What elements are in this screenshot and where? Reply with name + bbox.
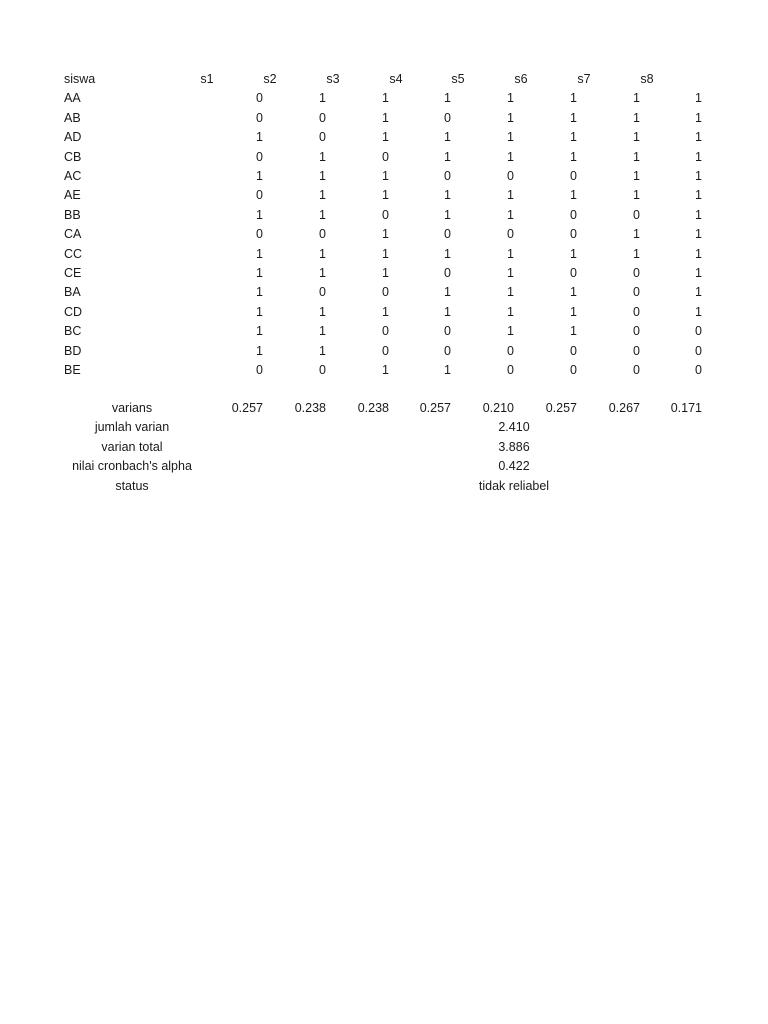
varians-cell[interactable]: 0.238: [294, 401, 326, 415]
score-cell[interactable]: 1: [570, 130, 577, 145]
score-cell[interactable]: 0: [319, 130, 326, 145]
student-name[interactable]: AB: [64, 110, 81, 125]
table-row: [0, 303, 768, 322]
score-cell[interactable]: 1: [444, 207, 451, 222]
summary-row-status: [0, 477, 768, 496]
score-cell[interactable]: 0: [633, 324, 640, 339]
score-cell[interactable]: 0: [570, 266, 577, 280]
header-s6[interactable]: s6: [514, 72, 528, 86]
student-name[interactable]: BB: [64, 207, 81, 222]
score-cell[interactable]: 0: [570, 363, 577, 377]
varians-row: [0, 399, 768, 418]
summary-row-jumlah-varian: [0, 418, 768, 437]
score-cell[interactable]: 0: [319, 363, 326, 377]
score-cell[interactable]: 0: [256, 188, 263, 203]
score-cell[interactable]: 0: [507, 363, 514, 377]
score-cell[interactable]: 0: [319, 110, 326, 125]
score-cell[interactable]: 1: [570, 91, 577, 106]
student-name[interactable]: BD: [64, 343, 82, 358]
score-cell[interactable]: 1: [695, 285, 702, 300]
score-cell[interactable]: 0: [444, 266, 451, 280]
score-cell[interactable]: 1: [382, 169, 389, 183]
score-cell[interactable]: 1: [507, 110, 514, 125]
score-cell[interactable]: 0: [633, 363, 640, 377]
score-cell[interactable]: 1: [319, 324, 326, 339]
summary-value[interactable]: 2.410: [498, 420, 530, 435]
score-cell[interactable]: 1: [319, 246, 326, 261]
table-row: [0, 167, 768, 186]
score-cell[interactable]: 1: [507, 188, 514, 203]
score-cell[interactable]: 1: [444, 130, 451, 145]
score-cell[interactable]: 1: [570, 246, 577, 261]
score-cell[interactable]: 1: [382, 130, 389, 145]
score-cell[interactable]: 1: [507, 91, 514, 106]
table-row: [0, 245, 768, 264]
table-row: [0, 225, 768, 244]
header-row: [0, 70, 768, 89]
varians-cell[interactable]: 0.210: [482, 401, 514, 415]
score-cell[interactable]: 1: [382, 304, 389, 319]
score-cell[interactable]: 1: [570, 110, 577, 125]
score-cell[interactable]: 1: [444, 285, 451, 300]
score-cell[interactable]: 0: [444, 227, 451, 242]
summary-label[interactable]: nilai cronbach's alpha: [72, 459, 192, 474]
table-row: [0, 342, 768, 361]
summary-row-cronbach-alpha: [0, 457, 768, 476]
score-cell[interactable]: 0: [633, 207, 640, 222]
score-cell[interactable]: 0: [633, 266, 640, 280]
varians-cell[interactable]: 0.257: [419, 401, 451, 415]
score-cell[interactable]: 1: [507, 324, 514, 339]
score-cell[interactable]: 1: [319, 343, 326, 358]
score-cell[interactable]: 1: [444, 246, 451, 261]
score-cell[interactable]: 1: [633, 110, 640, 125]
score-cell[interactable]: 1: [382, 188, 389, 203]
summary-label[interactable]: jumlah varian: [94, 420, 170, 435]
score-cell[interactable]: 0: [256, 110, 263, 125]
summary-value[interactable]: 0.422: [498, 459, 530, 474]
score-cell[interactable]: 0: [633, 304, 640, 319]
score-cell[interactable]: 0: [382, 285, 389, 300]
score-cell[interactable]: 1: [382, 227, 389, 242]
score-cell[interactable]: 1: [319, 169, 326, 183]
score-cell[interactable]: 1: [633, 246, 640, 261]
header-s8[interactable]: s8: [640, 72, 654, 86]
student-name[interactable]: CD: [64, 304, 83, 319]
score-cell[interactable]: 1: [319, 91, 326, 106]
student-name[interactable]: BE: [64, 363, 81, 377]
score-cell[interactable]: 0: [319, 227, 326, 242]
score-cell[interactable]: 0: [256, 227, 263, 242]
header-s3[interactable]: s3: [326, 72, 340, 86]
student-name[interactable]: AE: [64, 188, 81, 203]
student-name[interactable]: CB: [64, 149, 82, 164]
summary-label[interactable]: status: [115, 478, 149, 493]
score-cell[interactable]: 0: [633, 343, 640, 358]
score-cell[interactable]: 1: [256, 246, 263, 261]
score-cell[interactable]: 1: [444, 363, 451, 377]
score-cell[interactable]: 0: [570, 227, 577, 242]
score-cell[interactable]: 0: [256, 149, 263, 164]
varians-label[interactable]: varians: [111, 401, 153, 415]
score-cell[interactable]: 1: [570, 149, 577, 164]
score-cell[interactable]: 0: [507, 343, 514, 358]
score-cell[interactable]: 1: [319, 207, 326, 222]
score-cell[interactable]: 1: [507, 207, 514, 222]
table-row: [0, 186, 768, 205]
score-cell[interactable]: 1: [633, 169, 640, 183]
score-cell[interactable]: 1: [256, 285, 263, 300]
table-row: [0, 148, 768, 167]
score-cell[interactable]: 0: [444, 343, 451, 358]
score-cell[interactable]: 1: [633, 227, 640, 242]
student-name[interactable]: AA: [64, 91, 81, 106]
score-cell[interactable]: 0: [507, 227, 514, 242]
score-cell[interactable]: 0: [319, 285, 326, 300]
score-cell[interactable]: 1: [695, 130, 702, 145]
score-cell[interactable]: 1: [444, 149, 451, 164]
student-name[interactable]: BA: [64, 285, 81, 300]
score-cell[interactable]: 0: [444, 169, 451, 183]
score-cell[interactable]: 1: [256, 324, 263, 339]
score-cell[interactable]: 0: [256, 363, 263, 377]
student-name[interactable]: AD: [64, 130, 82, 145]
score-cell[interactable]: 1: [695, 304, 702, 319]
score-cell[interactable]: 0: [382, 343, 389, 358]
score-cell[interactable]: 1: [382, 266, 389, 280]
score-cell[interactable]: 0: [507, 169, 514, 183]
student-name[interactable]: BC: [64, 324, 82, 339]
student-name[interactable]: CA: [64, 227, 82, 242]
score-cell[interactable]: 1: [695, 266, 702, 280]
score-cell[interactable]: 1: [507, 130, 514, 145]
score-cell[interactable]: 1: [570, 304, 577, 319]
score-cell[interactable]: 0: [695, 363, 702, 377]
score-cell[interactable]: 0: [570, 207, 577, 222]
summary-value[interactable]: 3.886: [498, 439, 530, 454]
score-cell[interactable]: 0: [256, 91, 263, 106]
score-cell[interactable]: 1: [507, 285, 514, 300]
score-cell[interactable]: 1: [319, 149, 326, 164]
table-row: [0, 128, 768, 147]
table-row: [0, 109, 768, 128]
varians-cell[interactable]: 0.238: [357, 401, 389, 415]
header-s5[interactable]: s5: [451, 72, 465, 86]
score-cell[interactable]: 1: [444, 91, 451, 106]
score-cell[interactable]: 1: [319, 266, 326, 280]
score-cell[interactable]: 0: [382, 207, 389, 222]
score-cell[interactable]: 1: [319, 304, 326, 319]
score-cell[interactable]: 1: [444, 188, 451, 203]
score-cell[interactable]: 1: [633, 188, 640, 203]
score-cell[interactable]: 1: [256, 169, 263, 183]
score-cell[interactable]: 1: [382, 246, 389, 261]
score-cell[interactable]: 1: [633, 130, 640, 145]
score-cell[interactable]: 1: [695, 110, 702, 125]
score-cell[interactable]: 1: [695, 149, 702, 164]
varians-cell[interactable]: 0.257: [231, 401, 263, 415]
score-cell[interactable]: 1: [570, 324, 577, 339]
score-cell[interactable]: 1: [695, 91, 702, 106]
header-s1[interactable]: s1: [200, 72, 214, 86]
table-row: [0, 206, 768, 225]
score-cell[interactable]: 1: [256, 343, 263, 358]
score-cell[interactable]: 1: [256, 130, 263, 145]
score-cell[interactable]: 0: [695, 324, 702, 339]
varians-cell[interactable]: 0.267: [608, 401, 640, 415]
score-cell[interactable]: 0: [633, 285, 640, 300]
student-name[interactable]: CC: [64, 246, 83, 261]
header-s2[interactable]: s2: [263, 72, 277, 86]
table-row: [0, 361, 768, 380]
score-cell[interactable]: 0: [382, 149, 389, 164]
score-cell[interactable]: 1: [382, 363, 389, 377]
score-cell[interactable]: 1: [507, 304, 514, 319]
score-cell[interactable]: 0: [570, 343, 577, 358]
score-cell[interactable]: 0: [695, 343, 702, 358]
score-cell[interactable]: 1: [382, 110, 389, 125]
score-cell[interactable]: 1: [695, 207, 702, 222]
score-cell[interactable]: 0: [444, 324, 451, 339]
score-cell[interactable]: 1: [570, 188, 577, 203]
header-s7[interactable]: s7: [577, 72, 591, 86]
score-cell[interactable]: 1: [695, 246, 702, 261]
score-cell[interactable]: 1: [319, 188, 326, 203]
header-s4[interactable]: s4: [389, 72, 403, 86]
score-cell[interactable]: 1: [633, 91, 640, 106]
header-siswa[interactable]: siswa: [64, 72, 96, 86]
score-cell[interactable]: 0: [570, 169, 577, 183]
score-cell[interactable]: 1: [382, 91, 389, 106]
score-cell[interactable]: 1: [633, 149, 640, 164]
table-row: [0, 89, 768, 108]
student-name[interactable]: CE: [64, 266, 82, 280]
table-row: [0, 322, 768, 341]
score-cell[interactable]: 0: [444, 110, 451, 125]
score-cell[interactable]: 1: [695, 169, 702, 183]
summary-label[interactable]: varian total: [101, 439, 163, 454]
status-value[interactable]: tidak reliabel: [478, 478, 550, 493]
score-cell[interactable]: 1: [507, 266, 514, 280]
score-cell[interactable]: 1: [507, 149, 514, 164]
varians-cell[interactable]: 0.257: [545, 401, 577, 415]
score-cell[interactable]: 1: [570, 285, 577, 300]
score-cell[interactable]: 1: [695, 227, 702, 242]
score-cell[interactable]: 1: [256, 304, 263, 319]
score-cell[interactable]: 1: [444, 304, 451, 319]
student-name[interactable]: AC: [64, 169, 82, 183]
table-row: [0, 283, 768, 302]
score-cell[interactable]: 1: [256, 266, 263, 280]
summary-row-varian-total: [0, 438, 768, 457]
score-cell[interactable]: 1: [507, 246, 514, 261]
score-cell[interactable]: 0: [382, 324, 389, 339]
score-cell[interactable]: 1: [256, 207, 263, 222]
table-row: [0, 264, 768, 283]
varians-cell[interactable]: 0.171: [670, 401, 702, 415]
score-cell[interactable]: 1: [695, 188, 702, 203]
